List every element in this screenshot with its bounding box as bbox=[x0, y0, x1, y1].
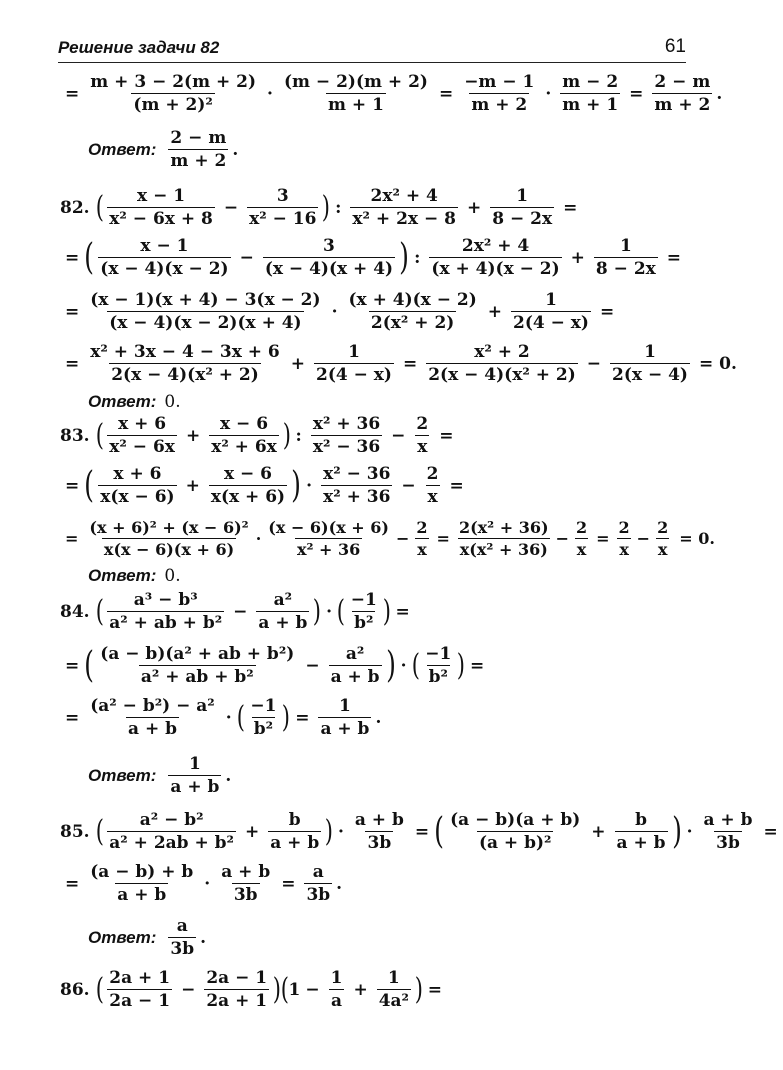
p85-answer: Ответ: $\frac{a}{3b}$ . bbox=[88, 916, 207, 959]
numerator: 1 bbox=[348, 342, 360, 362]
denominator: a² + 2ab + b² bbox=[109, 833, 234, 853]
denominator: x(x² + 36) bbox=[459, 540, 548, 559]
denominator: x bbox=[619, 540, 629, 559]
numerator: 1 bbox=[387, 968, 400, 988]
numerator: 2a − 1 bbox=[206, 968, 268, 988]
numerator: a bbox=[312, 862, 324, 882]
fraction bbox=[610, 342, 690, 385]
denominator: 3b bbox=[170, 939, 195, 959]
numerator: x + 6 bbox=[118, 414, 167, 434]
denominator: 2(4 − x) bbox=[316, 365, 392, 385]
fraction bbox=[462, 72, 536, 115]
denominator: a + b bbox=[616, 833, 666, 853]
fraction bbox=[209, 464, 287, 507]
numerator: (m − 2)(m + 2) bbox=[283, 72, 428, 92]
answer-value: 0. bbox=[164, 566, 181, 586]
fraction bbox=[353, 810, 406, 853]
fraction bbox=[209, 414, 279, 457]
numerator: x² + 2 bbox=[474, 342, 530, 362]
denominator: (x − 4)(x − 2) bbox=[100, 259, 229, 279]
numerator: 1 bbox=[339, 696, 351, 716]
numerator: 2x² + 4 bbox=[461, 236, 530, 256]
fraction bbox=[88, 696, 217, 739]
denominator: a + b bbox=[170, 777, 220, 797]
p83-answer bbox=[88, 566, 181, 586]
fraction bbox=[263, 236, 395, 279]
fraction bbox=[617, 518, 632, 559]
numerator: a² bbox=[273, 590, 293, 610]
denominator: a + b bbox=[117, 885, 167, 905]
numerator: x² + 3x − 4 − 3x + 6 bbox=[90, 342, 280, 362]
numerator: x + 6 bbox=[113, 464, 162, 484]
numerator: x² + 36 bbox=[312, 414, 381, 434]
fraction bbox=[107, 186, 215, 229]
fraction bbox=[248, 696, 278, 739]
numerator: x − 1 bbox=[140, 236, 189, 256]
p84-answer: Ответ: $\frac{1}{a + b}$ . bbox=[88, 754, 232, 797]
fraction bbox=[98, 644, 296, 687]
numerator: 3 bbox=[276, 186, 289, 206]
denominator: a + b bbox=[320, 719, 370, 739]
denominator: (x − 4)(x + 4) bbox=[264, 259, 394, 279]
numerator: a² bbox=[345, 644, 365, 664]
fraction bbox=[448, 810, 582, 853]
denominator: x² + 36 bbox=[296, 540, 361, 559]
fraction bbox=[87, 518, 250, 559]
numerator: b bbox=[635, 810, 647, 830]
fraction bbox=[311, 414, 382, 457]
fraction bbox=[377, 968, 411, 1011]
denominator: x bbox=[427, 487, 438, 507]
numerator: (x − 1)(x + 4) − 3(x − 2) bbox=[90, 290, 321, 310]
fraction bbox=[107, 590, 224, 633]
denominator: b² bbox=[253, 719, 274, 739]
denominator: a + b bbox=[270, 833, 320, 853]
denominator: m + 1 bbox=[562, 95, 619, 115]
numerator: a + b bbox=[703, 810, 753, 830]
p84-line-2: = ( $\frac{\text{(a − b)(a² + ab + b²)}}{\text{a² + ab + b²}}$ − $\frac{\text{a²}}{a + b}$ ) · ( $\frac{-1}{\text{b²}}$ ) = bbox=[65, 644, 485, 687]
denominator: m + 2 bbox=[170, 151, 227, 171]
numerator: x − 6 bbox=[219, 414, 269, 434]
fraction bbox=[457, 518, 551, 559]
fraction bbox=[349, 590, 379, 633]
denominator: x bbox=[576, 540, 587, 559]
fraction bbox=[615, 810, 668, 853]
denominator: 4a² bbox=[378, 991, 409, 1011]
problem-number: 84. bbox=[60, 601, 90, 622]
p82-line-3: = $\frac{(x - 1)(x + 4) - 3(x - 2)}{(x - 4)(x - 2)(x + 4)}$ · $\frac{(x + 4)(x - 2)}{\text{2(x² + 2)}}$ + $\frac{1}{2(4 - x)}$ = bbox=[65, 290, 615, 333]
fraction bbox=[107, 968, 172, 1011]
numerator: x − 1 bbox=[137, 186, 186, 206]
numerator: m − 2 bbox=[562, 72, 619, 92]
fraction bbox=[655, 518, 670, 559]
fraction bbox=[88, 290, 322, 333]
p83-line-3: = $\frac{\text{(x + 6)² + (x − 6)²}}{x(x - 6)(x + 6)}$ · $\frac{(x - 6)(x + 6)}{\text{x² + 36}}$ − $\frac{2}{x}$ = $\frac{\text{2(x² + 36)}}{\text{x(x² + 36)}}$ − $\frac{2}{x}$ = $\frac{2}{x}$ − $\frac{2}{x}$ = 0. bbox=[65, 518, 715, 559]
fraction bbox=[247, 186, 318, 229]
denominator: x bbox=[417, 437, 428, 457]
numerator: 2(x² + 36) bbox=[458, 518, 549, 537]
denominator: x² − 6x bbox=[109, 437, 175, 457]
fraction bbox=[346, 290, 478, 333]
answer-label: Ответ: bbox=[88, 392, 157, 411]
denominator: x² + 2x − 8 bbox=[352, 209, 456, 229]
numerator: a + b bbox=[221, 862, 271, 882]
p81-line-1: = $\frac{m + 3 - 2(m + 2)}{\text{(m + 2)²}}$ · $\frac{(m - 2)(m + 2)}{m + 1}$ = $\frac{-m - 1}{m + 2}$ · $\frac{m - 2}{m + 1}$ = $\frac{2 - m}{m + 2}$ . bbox=[65, 72, 723, 115]
denominator: 2(4 − x) bbox=[513, 313, 589, 333]
numerator: 3 bbox=[323, 236, 335, 256]
fraction bbox=[423, 644, 453, 687]
numerator: 2 bbox=[657, 518, 669, 537]
numerator: −m − 1 bbox=[464, 72, 535, 92]
denominator: x(x − 6)(x + 6) bbox=[103, 540, 235, 559]
fraction bbox=[318, 696, 371, 739]
p82-line-1: 82. ( $\frac{x - 1}{\text{x² − 6x + 8}}$ − $\frac{3}{\text{x² − 16}}$ ) : $\frac{\text{2x² + 4}}{\text{x² + 2x − 8}}$ + $\frac{1}{8 - 2x}$ = bbox=[60, 186, 578, 229]
fraction bbox=[88, 342, 282, 385]
numerator: 2 bbox=[618, 518, 630, 537]
denominator: x(x − 6) bbox=[100, 487, 175, 507]
denominator: x² − 36 bbox=[312, 437, 381, 457]
fraction bbox=[219, 862, 272, 905]
result: = 0. bbox=[679, 529, 715, 548]
denominator: a² + ab + b² bbox=[140, 667, 254, 687]
denominator: 2(x − 4) bbox=[612, 365, 688, 385]
fraction bbox=[329, 968, 345, 1011]
denominator: 3b bbox=[233, 885, 258, 905]
numerator: 1 bbox=[330, 968, 343, 988]
fraction bbox=[88, 72, 258, 115]
numerator: (a − b) + b bbox=[90, 862, 194, 882]
term: 1 bbox=[288, 979, 301, 1000]
denominator: x² + 6x bbox=[211, 437, 277, 457]
fraction bbox=[168, 754, 221, 797]
fraction bbox=[574, 518, 589, 559]
denominator: m + 1 bbox=[328, 95, 384, 115]
numerator: a² − b² bbox=[139, 810, 204, 830]
denominator: a + b bbox=[258, 613, 308, 633]
p86-line-1: 86. ( $\frac{2a + 1}{2a - 1}$ − $\frac{2a - 1}{2a + 1}$ ) ( 1 − $\frac{1}{a}$ + $\frac{1}{\text{4a²}}$ ) = bbox=[60, 968, 442, 1011]
fraction bbox=[168, 916, 196, 959]
numerator: −1 bbox=[425, 644, 452, 664]
fraction bbox=[511, 290, 591, 333]
numerator: 2 bbox=[416, 518, 428, 537]
fraction bbox=[168, 128, 228, 171]
answer-label: Ответ: bbox=[88, 765, 157, 785]
numerator: 2 − m bbox=[654, 72, 711, 92]
fraction bbox=[268, 810, 321, 853]
p83-line-1: 83. ( $\frac{x + 6}{\text{x² − 6x}}$ + $\frac{x - 6}{\text{x² + 6x}}$ ) : $\frac{\text{x² + 36}}{\text{x² − 36}}$ − $\frac{2}{x}$ = bbox=[60, 414, 454, 457]
numerator: (x + 4)(x − 2) bbox=[348, 290, 477, 310]
problem-number: 85. bbox=[60, 821, 90, 842]
page-header bbox=[58, 34, 686, 63]
numerator: a + b bbox=[354, 810, 404, 830]
denominator: x(x + 6) bbox=[210, 487, 286, 507]
denominator: x bbox=[417, 540, 427, 559]
fraction bbox=[98, 464, 176, 507]
numerator: (x − 6)(x + 6) bbox=[268, 518, 389, 537]
numerator: 2 bbox=[426, 464, 439, 484]
fraction bbox=[107, 414, 177, 457]
p82-line-2: = ( $\frac{x - 1}{(x - 4)(x - 2)}$ − $\frac{3}{(x - 4)(x + 4)}$ ) : $\frac{\text{2x² + 4}}{(x + 4)(x - 2)}$ + $\frac{1}{8 - 2x}$ = bbox=[65, 236, 682, 279]
p84-line-1: 84. ( $\frac{\text{a³ − b³}}{\text{a² + ab + b²}}$ − $\frac{\text{a²}}{a + b}$ ) · ( $\frac{-1}{\text{b²}}$ ) = bbox=[60, 590, 410, 633]
fraction bbox=[560, 72, 620, 115]
denominator: 8 − 2x bbox=[595, 259, 656, 279]
numerator: 2 bbox=[416, 414, 429, 434]
fraction bbox=[107, 810, 236, 853]
fraction bbox=[426, 342, 578, 385]
fraction bbox=[314, 342, 394, 385]
numerator: 1 bbox=[644, 342, 656, 362]
header-title: Решение задачи 82 bbox=[58, 38, 220, 57]
numerator: (a − b)(a + b) bbox=[450, 810, 581, 830]
answer-label: Ответ: bbox=[88, 139, 157, 159]
numerator: x − 6 bbox=[223, 464, 272, 484]
numerator: −1 bbox=[250, 696, 277, 716]
denominator: (m + 2)² bbox=[133, 95, 213, 115]
numerator: (x + 6)² + (x − 6)² bbox=[89, 518, 249, 537]
denominator: (a + b)² bbox=[478, 833, 552, 853]
denominator: a + b bbox=[330, 667, 380, 687]
fraction bbox=[329, 644, 382, 687]
numerator: 2 − m bbox=[170, 128, 227, 148]
fraction bbox=[490, 186, 554, 229]
numerator: 1 bbox=[619, 236, 632, 256]
fraction bbox=[98, 236, 230, 279]
denominator: 8 − 2x bbox=[492, 209, 553, 229]
fraction bbox=[414, 414, 430, 457]
p82-line-4: = $\frac{\text{x² + 3x − 4 − 3x + 6}}{\text{2(x − 4)(x² + 2)}}$ + $\frac{1}{2(4 - x)}$ = $\frac{\text{x² + 2}}{\text{2(x − 4)(x² + 2)}}$ − $\frac{1}{2(x - 4)}$ = 0. bbox=[65, 342, 737, 385]
fraction bbox=[304, 862, 332, 905]
answer-label: Ответ: bbox=[88, 927, 157, 947]
denominator: b² bbox=[428, 667, 448, 687]
numerator: 2a + 1 bbox=[109, 968, 171, 988]
numerator: 2 bbox=[575, 518, 588, 537]
fraction bbox=[701, 810, 754, 853]
fraction bbox=[350, 186, 458, 229]
denominator: m + 2 bbox=[471, 95, 528, 115]
numerator: −1 bbox=[350, 590, 377, 610]
denominator: m + 2 bbox=[654, 95, 711, 115]
numerator: 1 bbox=[516, 186, 529, 206]
denominator: b² bbox=[354, 613, 374, 633]
denominator: (x + 4)(x − 2) bbox=[431, 259, 560, 279]
denominator: 2a − 1 bbox=[109, 991, 171, 1011]
numerator: (a − b)(a² + ab + b²) bbox=[100, 644, 295, 664]
page-number: 61 bbox=[664, 36, 686, 57]
numerator: 2x² + 4 bbox=[370, 186, 438, 206]
problem-number: 82. bbox=[60, 197, 90, 218]
numerator: (a² − b²) − a² bbox=[90, 696, 215, 716]
numerator: a bbox=[176, 916, 188, 936]
denominator: 2(x − 4)(x² + 2) bbox=[428, 365, 576, 385]
numerator: a³ − b³ bbox=[133, 590, 198, 610]
denominator: 3b bbox=[306, 885, 331, 905]
fraction bbox=[282, 72, 430, 115]
problem-number: 86. bbox=[60, 979, 90, 1000]
fraction bbox=[594, 236, 658, 279]
fraction bbox=[321, 464, 392, 507]
denominator: 3b bbox=[716, 833, 740, 853]
p85-line-2: = $\frac{(a - b) + b}{a + b}$ · $\frac{a + b}{3b}$ = $\frac{a}{3b}$ . bbox=[65, 862, 343, 905]
p83-line-2: = ( $\frac{x + 6}{x(x - 6)}$ + $\frac{x - 6}{x(x + 6)}$ ) · $\frac{\text{x² − 36}}{\text{x² + 36}}$ − $\frac{2}{x}$ = bbox=[65, 464, 464, 507]
numerator: 1 bbox=[188, 754, 201, 774]
p85-line-1: 85. ( $\frac{\text{a² − b²}}{\text{a² + 2ab + b²}}$ + $\frac{b}{a + b}$ ) · $\frac{a + b}{3b}$ = ( $\frac{(a - b)(a + b)}{\text{(a + b)²}}$ + $\frac{b}{a + b}$ ) · $\frac{a + b}{3b}$ = bbox=[60, 810, 778, 853]
p81-answer: Ответ: $\frac{2 - m}{m + 2}$ . bbox=[88, 128, 239, 171]
denominator: 2(x² + 2) bbox=[370, 313, 455, 333]
denominator: a² + ab + b² bbox=[109, 613, 223, 633]
fraction bbox=[266, 518, 391, 559]
result: = 0. bbox=[698, 353, 737, 374]
fraction bbox=[414, 518, 429, 559]
denominator: x² + 36 bbox=[323, 487, 391, 507]
problem-number: 83. bbox=[60, 425, 90, 446]
denominator: 2a + 1 bbox=[206, 991, 268, 1011]
denominator: x² − 6x + 8 bbox=[109, 209, 213, 229]
fraction bbox=[429, 236, 561, 279]
p82-answer bbox=[88, 392, 181, 412]
denominator: 2(x − 4)(x² + 2) bbox=[111, 365, 259, 385]
numerator: m + 3 − 2(m + 2) bbox=[90, 72, 257, 92]
numerator: x² − 36 bbox=[323, 464, 391, 484]
denominator: 3b bbox=[367, 833, 392, 853]
denominator: (x − 4)(x − 2)(x + 4) bbox=[109, 313, 302, 333]
numerator: b bbox=[288, 810, 301, 830]
denominator: x bbox=[657, 540, 668, 559]
denominator: a bbox=[331, 991, 343, 1011]
p84-line-3: = $\frac{\text{(a² − b²) − a²}}{a + b}$ · ( $\frac{-1}{\text{b²}}$ ) = $\frac{1}{a + b}$ . bbox=[65, 696, 382, 739]
fraction bbox=[652, 72, 712, 115]
fraction bbox=[256, 590, 309, 633]
denominator: x² − 16 bbox=[249, 209, 317, 229]
fraction bbox=[425, 464, 441, 507]
answer-label: Ответ: bbox=[88, 566, 157, 585]
fraction bbox=[88, 862, 195, 905]
numerator: 1 bbox=[545, 290, 557, 310]
denominator: a + b bbox=[128, 719, 177, 739]
fraction bbox=[204, 968, 269, 1011]
answer-value: 0. bbox=[164, 392, 181, 412]
